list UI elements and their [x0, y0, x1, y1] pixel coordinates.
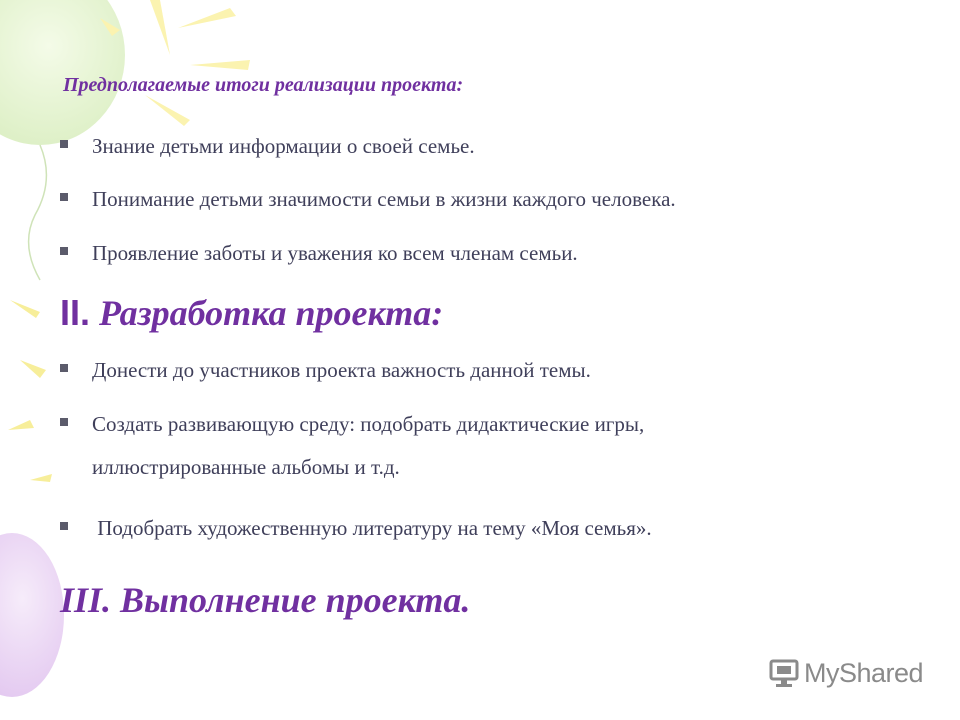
square-bullet-icon — [60, 140, 68, 148]
square-bullet-icon — [60, 364, 68, 372]
results-subtitle: Предполагаемые итоги реализации проекта: — [63, 74, 464, 96]
list-item: Знание детьми информации о своей семье. — [60, 125, 920, 168]
monitor-icon — [768, 658, 800, 688]
list-item: Понимание детьми значимости семьи в жизни каждого человека. — [60, 178, 920, 221]
section-title: Выполнение проекта. — [120, 580, 471, 620]
square-bullet-icon — [60, 522, 68, 530]
square-bullet-icon — [60, 193, 68, 201]
list-item: Подобрать художественную литературу на тему «Моя семья». — [60, 507, 920, 550]
section-heading-execution — [60, 579, 470, 621]
square-bullet-icon — [60, 418, 68, 426]
list-item: Создать развивающую среду: подобрать дидактические игры, иллюстрированные альбомы и т.д. — [60, 403, 820, 489]
logo-text: MyShared — [804, 657, 924, 688]
square-bullet-icon — [60, 247, 68, 255]
section-heading-development — [60, 292, 443, 334]
section-numeral: III. — [60, 580, 112, 620]
section-numeral: II. — [60, 292, 91, 333]
list-item: Донести до участников проекта важность данной темы. — [60, 349, 920, 392]
myshared-logo — [768, 655, 923, 691]
list-item: Проявление заботы и уважения ко всем членам семьи. — [60, 232, 920, 275]
section-title: Разработка проекта: — [99, 293, 444, 333]
